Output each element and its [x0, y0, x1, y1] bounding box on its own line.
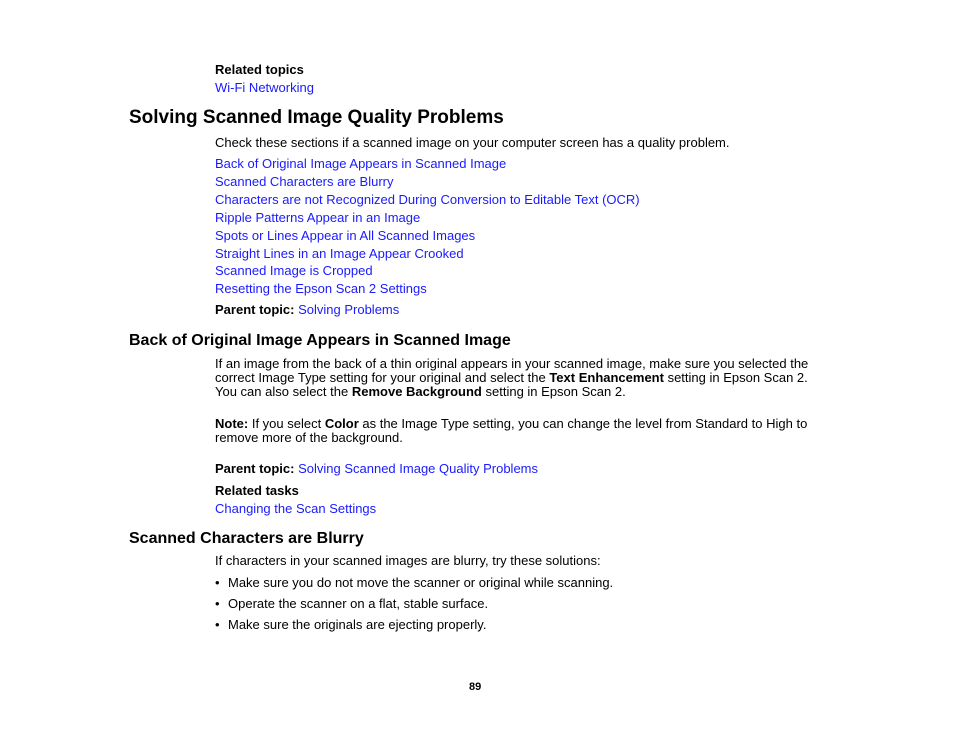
related-topics-heading: Related topics	[215, 62, 304, 77]
back-para-line-2	[215, 370, 808, 385]
link-characters-blurry[interactable]: Scanned Characters are Blurry	[215, 174, 394, 189]
back-para-3-text: You can also select the	[215, 384, 352, 399]
text-enhancement-label: Text Enhancement	[549, 370, 664, 385]
note-label: Note:	[215, 416, 249, 431]
section-title-image-quality: Solving Scanned Image Quality Problems	[129, 107, 504, 128]
blurry-intro: If characters in your scanned images are blurry, try these solutions:	[215, 553, 601, 568]
parent-topic-label: Parent topic:	[215, 302, 295, 317]
parent-topic-line	[215, 302, 399, 317]
link-solving-problems[interactable]: Solving Problems	[298, 302, 400, 317]
link-resetting-epson-scan[interactable]: Resetting the Epson Scan 2 Settings	[215, 281, 427, 296]
bullet-item	[215, 575, 613, 590]
bullet-item	[215, 617, 486, 632]
link-solving-image-quality[interactable]: Solving Scanned Image Quality Problems	[298, 461, 538, 476]
bullet-dot: •	[215, 596, 220, 611]
section-title-characters-blurry: Scanned Characters are Blurry	[129, 530, 364, 547]
link-image-cropped[interactable]: Scanned Image is Cropped	[215, 263, 373, 278]
link-ripple-patterns[interactable]: Ripple Patterns Appear in an Image	[215, 210, 421, 225]
note-line-1	[215, 416, 807, 431]
bullet-item	[215, 596, 488, 611]
link-back-of-original[interactable]: Back of Original Image Appears in Scanned Image	[215, 156, 507, 171]
bullet-dot: •	[215, 575, 220, 590]
parent-topic-label-back: Parent topic:	[215, 461, 295, 476]
back-para-3-tail: setting in Epson Scan 2.	[481, 384, 626, 399]
page-number: 89	[469, 681, 482, 693]
note-line-2: remove more of the background.	[215, 430, 403, 445]
section-intro: Check these sections if a scanned image on your computer screen has a quality problem.	[215, 135, 730, 150]
bullet-dot: •	[215, 617, 220, 632]
back-para-2-text: correct Image Type setting for your original and select the	[215, 370, 550, 385]
bullet-text: Make sure the originals are ejecting properly.	[228, 617, 487, 632]
back-para-line-1: If an image from the back of a thin original appears in your scanned image, make sure you selected the	[215, 356, 809, 371]
note-color-label: Color	[324, 416, 359, 431]
note-text-pre: If you select	[248, 416, 325, 431]
parent-topic-line-back	[215, 461, 538, 476]
section-title-back-of-original: Back of Original Image Appears in Scanned Image	[129, 332, 511, 349]
link-spots-or-lines[interactable]: Spots or Lines Appear in All Scanned Images	[215, 228, 476, 243]
remove-background-label: Remove Background	[351, 384, 482, 399]
note-text-post: as the Image Type setting, you can change the level from Standard to High to	[358, 416, 808, 431]
link-characters-not-recognized[interactable]: Characters are not Recognized During Conversion to Editable Text (OCR)	[215, 192, 640, 207]
bullet-text: Make sure you do not move the scanner or original while scanning.	[228, 575, 614, 590]
link-wifi-networking[interactable]: Wi-Fi Networking	[215, 80, 314, 95]
back-para-2-tail: setting in Epson Scan 2.	[663, 370, 808, 385]
back-para-line-3	[215, 384, 626, 399]
link-straight-lines-crooked[interactable]: Straight Lines in an Image Appear Crooked	[215, 246, 464, 261]
link-changing-scan-settings[interactable]: Changing the Scan Settings	[215, 501, 377, 516]
related-tasks-heading: Related tasks	[215, 483, 299, 498]
bullet-text: Operate the scanner on a flat, stable surface.	[228, 596, 489, 611]
